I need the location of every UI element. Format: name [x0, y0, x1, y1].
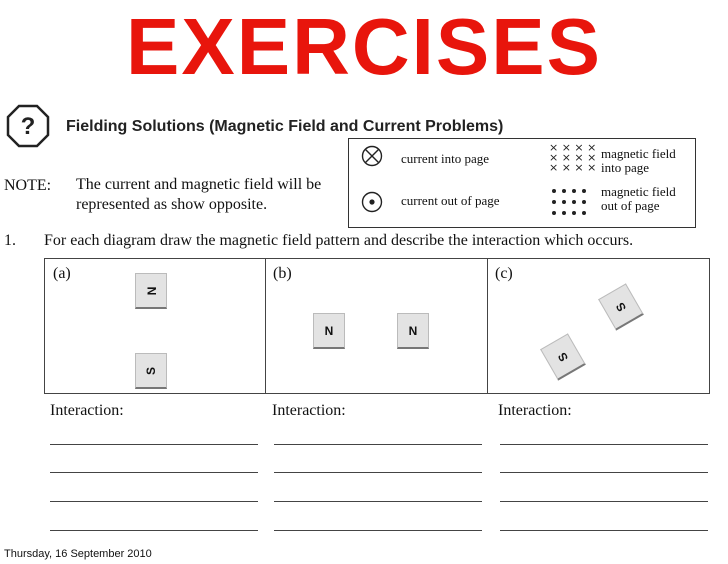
worksheet-heading: Fielding Solutions (Magnetic Field and Current Problems) [66, 118, 504, 135]
panel-label: (c) [495, 265, 513, 282]
magnet-north[interactable]: N [313, 313, 345, 349]
answer-line[interactable] [500, 444, 708, 445]
answer-line[interactable] [274, 472, 482, 473]
page-title: EXERCISES [126, 2, 602, 91]
legend-out-of-page-label: current out of page [401, 193, 500, 208]
panel-label: (a) [53, 265, 71, 282]
magnet-north[interactable]: N [397, 313, 429, 349]
panel-a[interactable] [45, 259, 266, 393]
panel-b[interactable] [265, 259, 488, 393]
diagram-area [44, 258, 710, 394]
interaction-label-b: Interaction: [272, 402, 346, 419]
legend-field-into-label: magnetic field into page [601, 146, 676, 175]
current-out-of-page-icon [361, 191, 383, 213]
answer-line[interactable] [50, 444, 258, 445]
note-text: The current and magnetic field will be represented as show opposite. [76, 176, 322, 213]
panel-label: (b) [273, 265, 292, 282]
note-label: NOTE: [4, 177, 52, 194]
question-text: For each diagram draw the magnetic field pattern and describe the interaction which occurs. [44, 232, 634, 249]
interaction-label-c: Interaction: [498, 402, 572, 419]
magnet-north[interactable]: N [135, 273, 167, 309]
answer-line[interactable] [500, 501, 708, 502]
answer-line[interactable] [274, 444, 482, 445]
answer-line[interactable] [50, 530, 258, 531]
question-octagon-icon [6, 104, 50, 148]
current-into-page-icon [361, 145, 383, 167]
field-into-page-icon: × × × × × × × × × × × × [549, 141, 597, 174]
question-mark: ? [20, 113, 36, 140]
question-number: 1. [4, 232, 16, 249]
magnet-south[interactable]: S [540, 333, 586, 380]
panel-c[interactable] [487, 259, 709, 393]
legend-field-out-label: magnetic field out of page [601, 184, 676, 213]
magnet-south[interactable]: S [135, 353, 167, 389]
answer-line[interactable] [274, 501, 482, 502]
answer-line[interactable] [500, 530, 708, 531]
magnet-south[interactable]: S [598, 283, 644, 330]
interaction-label-a: Interaction: [50, 402, 124, 419]
field-out-of-page-icon [549, 187, 593, 219]
answer-line[interactable] [274, 530, 482, 531]
answer-line[interactable] [50, 472, 258, 473]
footer-date: Thursday, 16 September 2010 [4, 548, 152, 560]
legend-into-page-label: current into page [401, 151, 490, 166]
answer-line[interactable] [500, 472, 708, 473]
answer-line[interactable] [50, 501, 258, 502]
legend-box [348, 138, 696, 228]
